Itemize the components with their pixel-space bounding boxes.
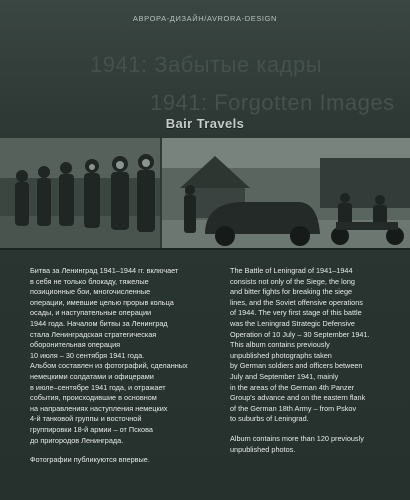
vehicles-and-motorcycles-photo xyxy=(162,138,410,248)
description-russian-paragraph: Битва за Ленинград 1941–1944 гг. включает в себя не только блокаду, тяжелые позиционные бои, многочисленные операции, имевшие целью прорыв кольца осады, и наступательные операции 1944 года. Началом битвы за Ленинград стала Ленинградская стратегическая оборонительная операция 10 июля – 30 сентября 1941 года. Альбом составлен из фотографий, сделанных немецкими солдатами и офицерами в июле–сентябре 1941 года, и отражает события, происходившие в основном на направлениях наступления немецких 4-й танковой группы и восточной группировки 18-й армии – от Пскова до пригородов Ленинграда. xyxy=(30,266,188,445)
series-label: Bair Travels xyxy=(165,116,245,131)
publisher-label: АВРОРА-ДИЗАЙН/AVRORA-DESIGN xyxy=(132,14,278,23)
description-english-paragraph: The Battle of Leningrad of 1941–1944 consists not only of the Siege, the long and bitter fights for breaking the siege lines, and the Soviet offensive operations of 1944. The very first stage of this battle was the Leningrad Strategic Defensive Operation of 10 July – 30 September 1941. This album contains previously unpublished photographs taken by German soldiers and officers between July and September 1941, mainly in the areas of the German 4th Panzer Group's advance and on the eastern flank of the German 18th Army – from Pskov to suburbs of Leningrad. xyxy=(230,266,370,424)
soldiers-column-photo xyxy=(0,138,160,248)
title-english: 1941: Forgotten Images xyxy=(150,90,395,115)
photo-strip xyxy=(0,138,410,248)
description-russian-note: Фотографии публикуются впервые. xyxy=(30,455,150,465)
title-russian: 1941: Забытые кадры xyxy=(90,52,323,77)
photo-strip-illustration xyxy=(0,138,410,248)
divider xyxy=(0,248,410,250)
description-english xyxy=(230,266,402,464)
description-russian xyxy=(30,266,206,475)
description-english-note: Album contains more than 120 previously unpublished photos. xyxy=(230,433,364,454)
